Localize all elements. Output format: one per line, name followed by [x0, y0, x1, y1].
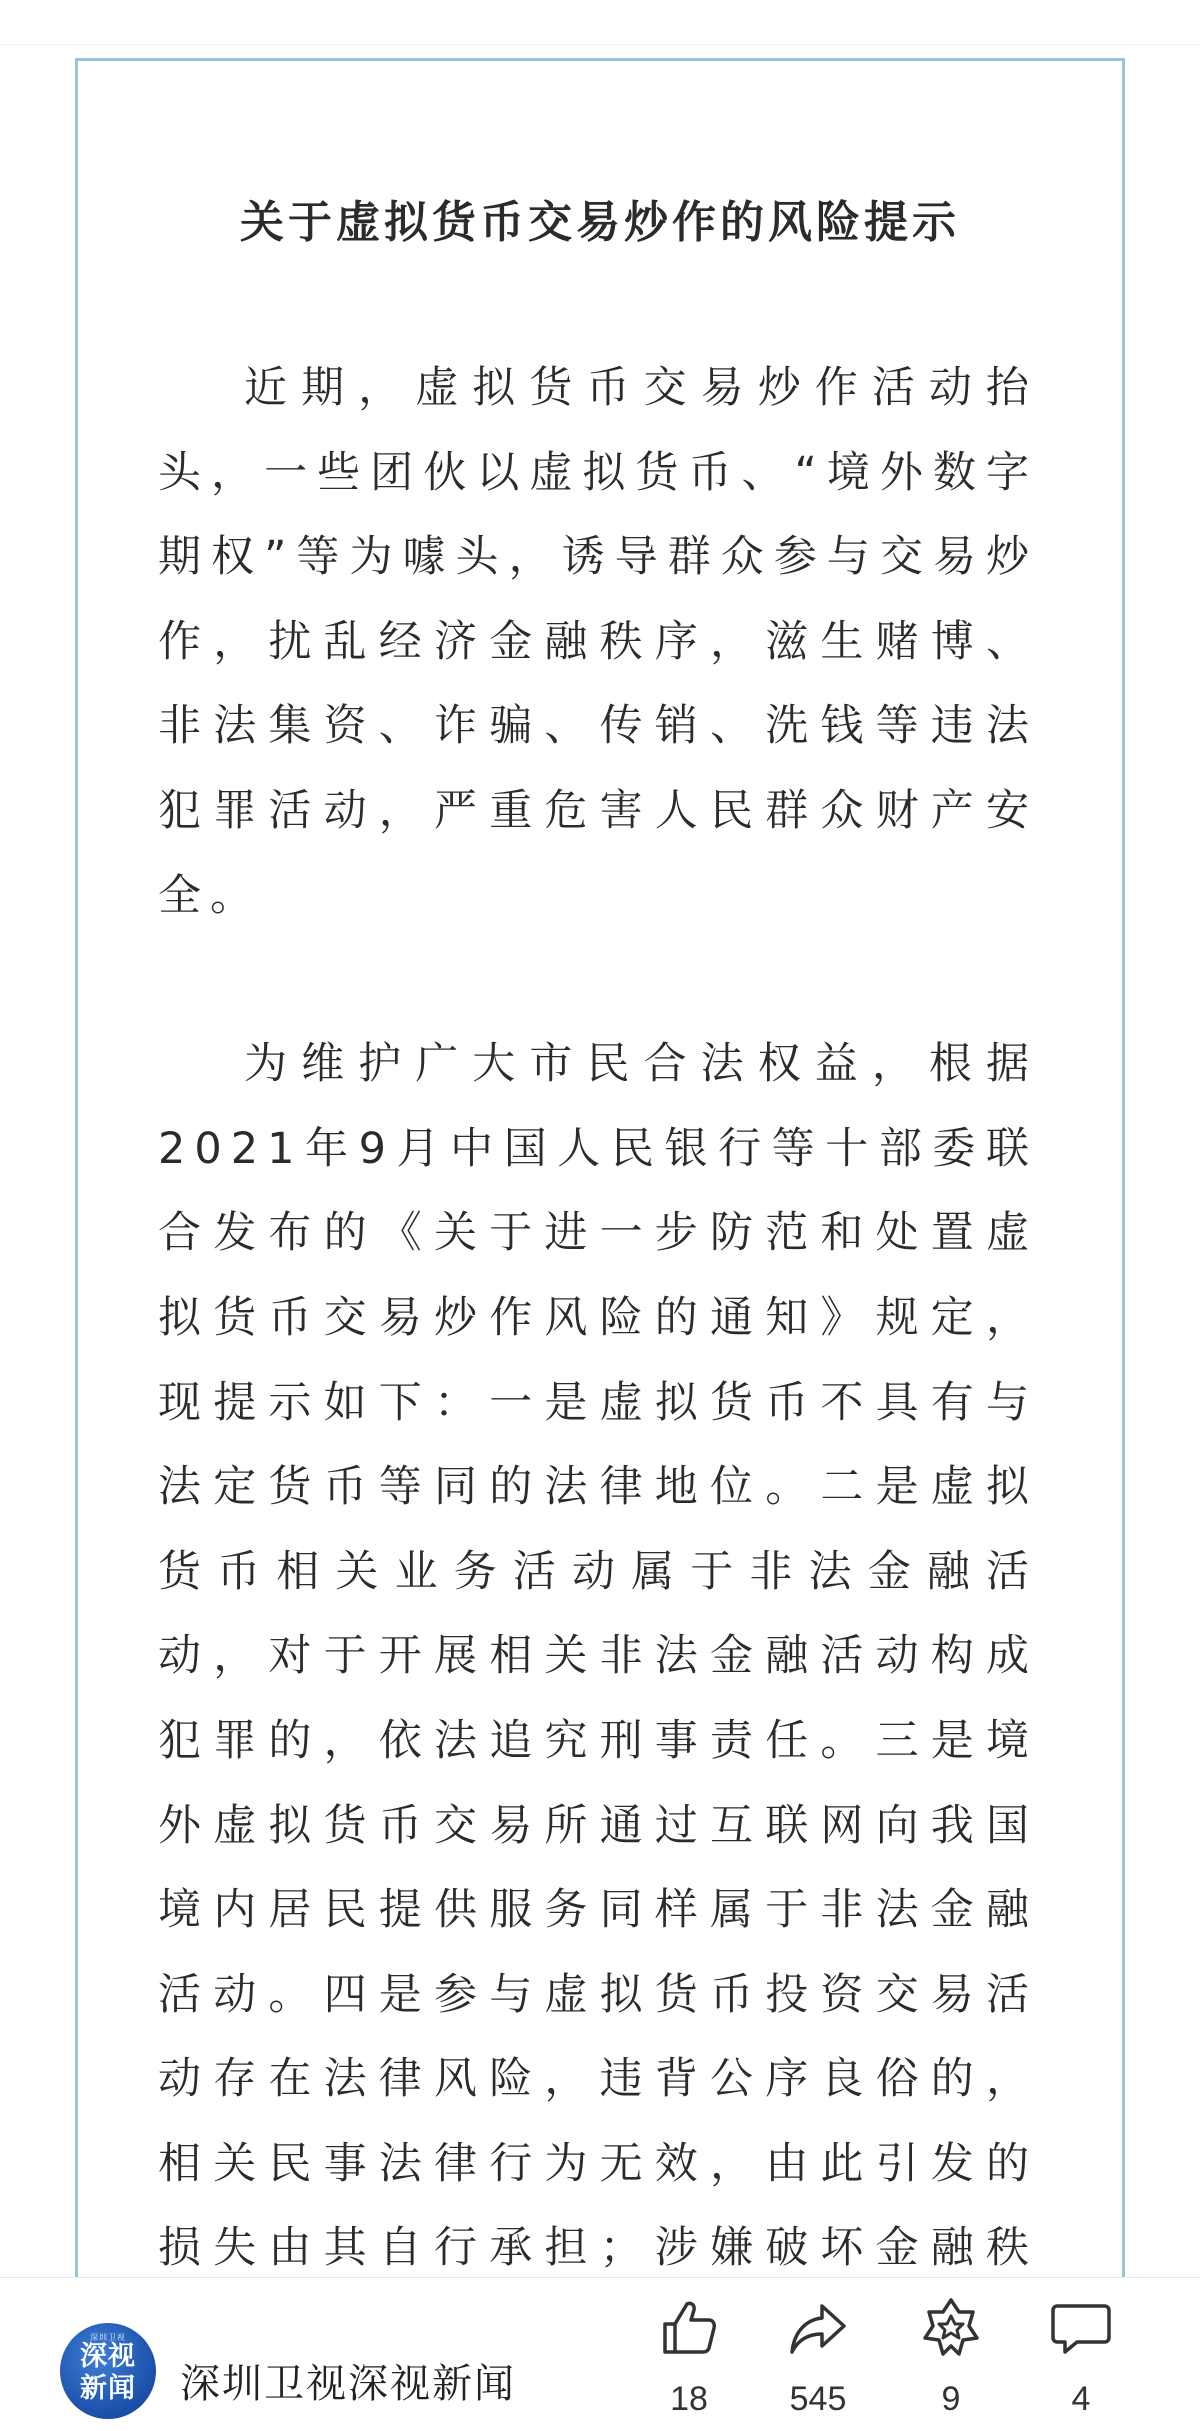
- comment-button[interactable]: [1026, 2296, 1136, 2426]
- avatar-line-1: 深视: [80, 2341, 136, 2372]
- comment-count: 4: [1071, 2380, 1091, 2418]
- avatar-small-text: 深圳卫视: [90, 2333, 126, 2342]
- channel-name[interactable]: 深圳卫视深视新闻: [180, 2361, 516, 2407]
- top-divider: [0, 44, 1200, 45]
- star-badge-icon: [919, 2296, 983, 2360]
- article-title: 关于虚拟货币交易炒作的风险提示: [240, 197, 960, 248]
- collect-button[interactable]: [896, 2296, 1006, 2426]
- share-arrow-icon: [786, 2296, 850, 2360]
- thumbs-up-icon: [657, 2296, 721, 2360]
- share-button[interactable]: [763, 2296, 873, 2426]
- speech-bubble-icon: [1049, 2296, 1113, 2360]
- avatar-line-2: 新闻: [80, 2373, 136, 2404]
- share-count: 545: [789, 2380, 847, 2418]
- bottom-action-bar: [0, 2277, 1200, 2431]
- like-count: 18: [670, 2380, 708, 2418]
- channel-avatar[interactable]: [60, 2323, 156, 2419]
- article-paragraph-2: 为维护广大市民合法权益，根据2021年9月中国人民银行等十部委联合发布的《关于进一步防范和处置虚拟货币交易炒作风险的通知》规定，现提示如下：一是虚拟货币不具有与法定货币等同的法律地位。二是虚拟货币相关业务活动属于非法金融活动，对于开展相关非法金融活动构成犯罪的，依法追究刑事责任。三是境外虚拟货币交易所通过互联网向我国境内居民提供服务同样属于非法金融活动。四是参与虚拟货币投资交易活动存在法律风险，违背公序良俗的，相关民事法律行为无效，由此引发的损失由其自行承担；涉嫌破坏金融秩: [158, 1039, 1038, 2274]
- article-paragraph-1: 近期，虚拟货币交易炒作活动抬头，一些团伙以虚拟货币、“境外数字期权”等为噱头，诱导群众参与交易炒作，扰乱经济金融秩序，滋生赌博、非法集资、诈骗、传销、洗钱等违法犯罪活动，严重危害人民群众财产安全。: [158, 363, 1038, 921]
- collect-count: 9: [941, 2380, 961, 2418]
- like-button[interactable]: [634, 2296, 744, 2426]
- article-body: [158, 346, 1038, 2431]
